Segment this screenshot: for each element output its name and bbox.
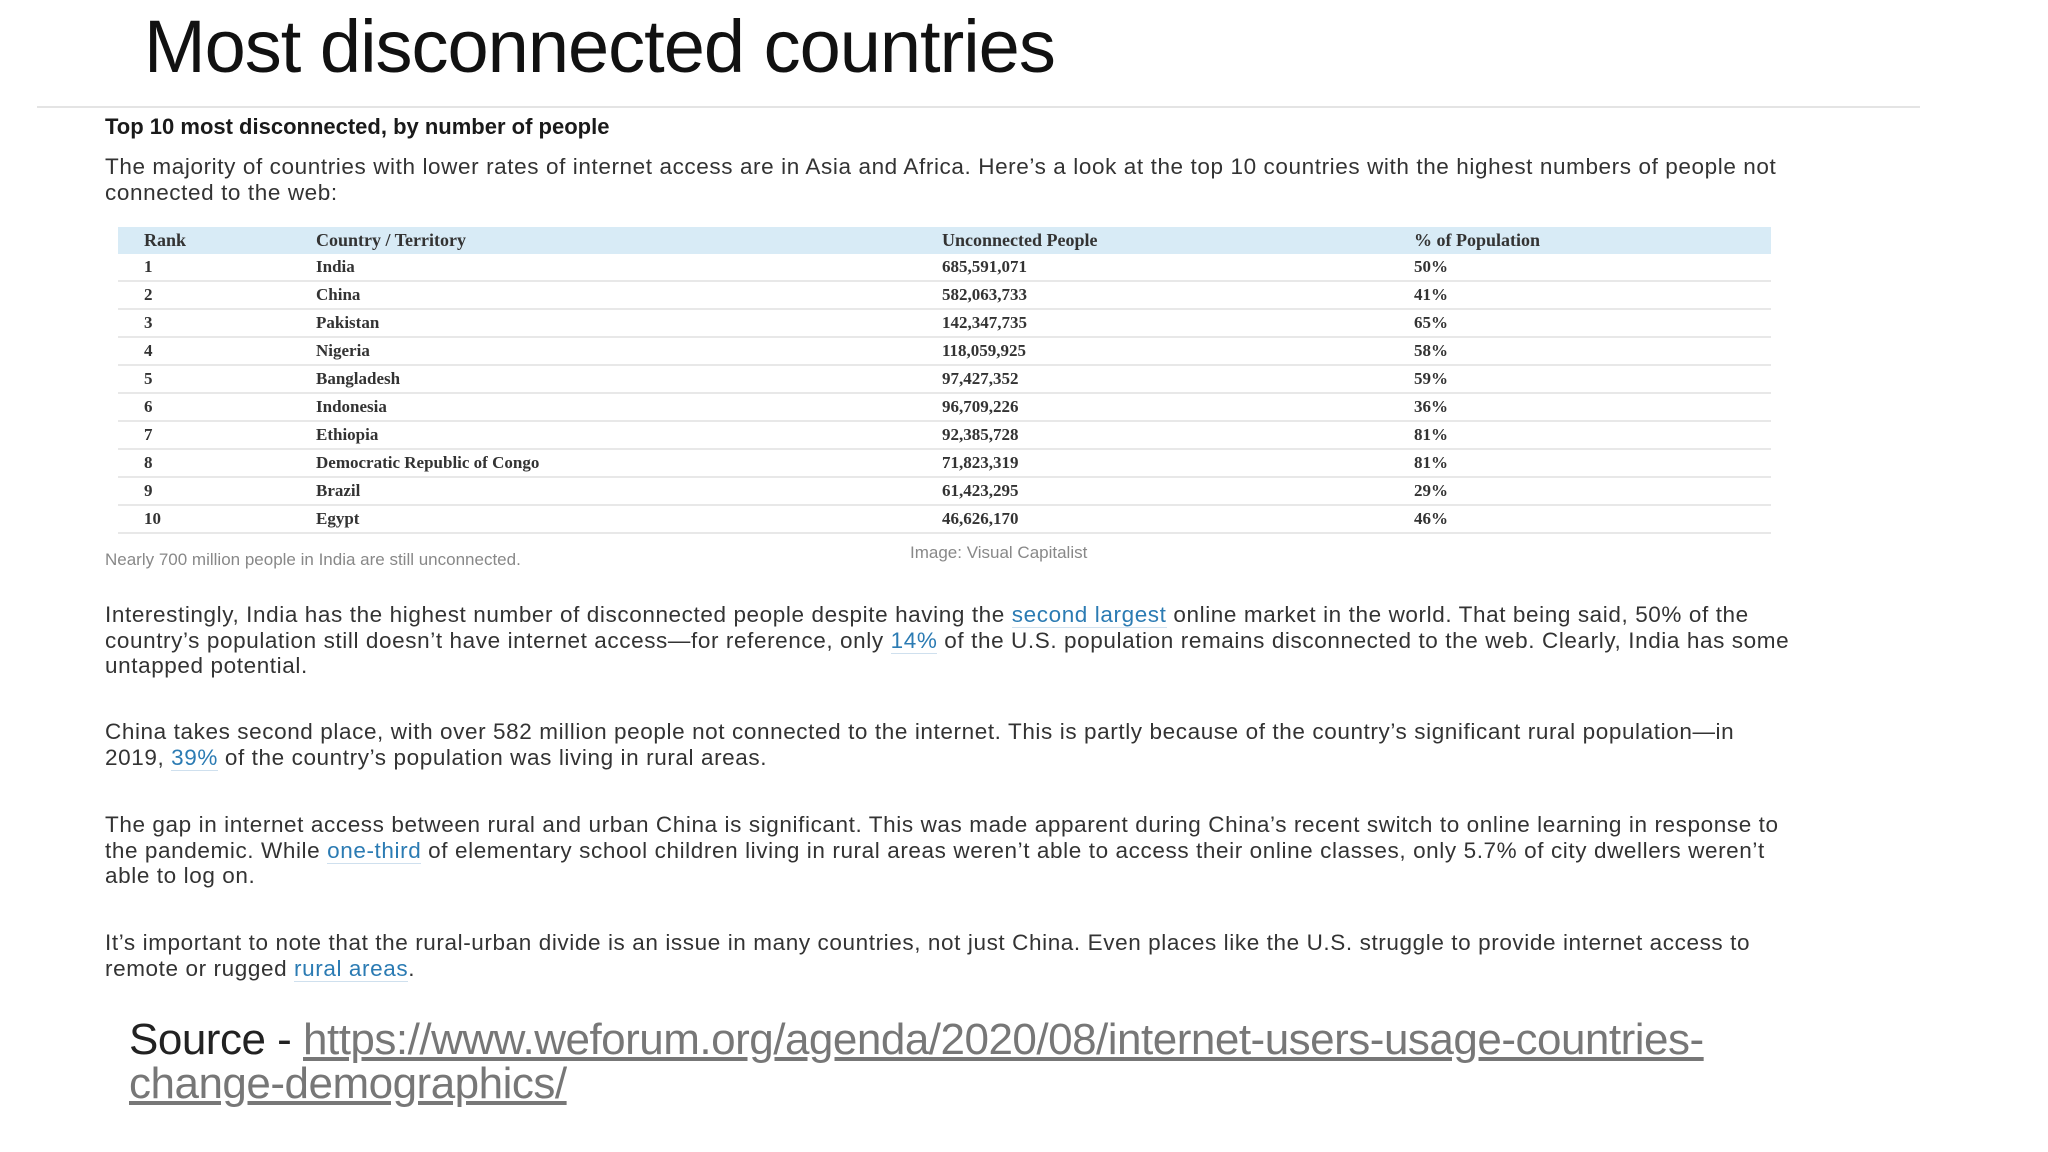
source-link[interactable]: https://www.weforum.org/agenda/2020/08/internet-users-usage-countries-change-demographics/ [129,1015,1704,1108]
divider [37,106,1920,108]
country-cell: India [316,254,942,281]
unconnected-cell: 97,427,352 [942,365,1414,393]
text: . [408,955,416,981]
country-cell: Bangladesh [316,365,942,393]
country-cell: Egypt [316,505,942,533]
link-rural-areas[interactable]: rural areas [294,955,409,981]
table-row [118,393,1771,421]
source-line [129,1015,1729,1108]
paragraph-gap [105,812,1795,889]
percent-cell: 81% [1414,449,1771,477]
percent-cell: 81% [1414,421,1771,449]
rank-cell: 7 [118,421,316,449]
header-percent: % of Population [1414,227,1771,254]
table-row [118,309,1771,337]
text: of the country’s population was living in rural areas. [218,744,768,770]
table-row [118,421,1771,449]
rank-cell: 2 [118,281,316,309]
table-row [118,505,1771,533]
image-credit: Image: Visual Capitalist [910,543,1088,562]
header-country: Country / Territory [316,227,942,254]
text: It’s important to note that the rural-urban divide is an issue in many countries, not just China. Even places like the U.S. struggle to provide internet access to remote or rugged [105,930,1751,981]
rank-cell: 8 [118,449,316,477]
country-cell: Brazil [316,477,942,505]
percent-cell: 65% [1414,309,1771,337]
text: online market in the world. That being said, 50% of the country’s population still doesn’t have internet access—for reference, only [105,602,1749,653]
unconnected-cell: 96,709,226 [942,393,1414,421]
percent-cell: 41% [1414,281,1771,309]
image-caption: Nearly 700 million people in India are still unconnected. [105,550,521,569]
header-unconnected: Unconnected People [942,227,1414,254]
source-label: Source - [129,1015,304,1064]
paragraph-rural-urban [105,930,1795,981]
country-cell: Ethiopia [316,421,942,449]
text: of the U.S. population remains disconnected to the web. Clearly, India has some untapped potential. [105,627,1790,678]
link-39-percent[interactable]: 39% [171,744,218,770]
unconnected-cell: 142,347,735 [942,309,1414,337]
table-row [118,449,1771,477]
article-intro: The majority of countries with lower rates of internet access are in Asia and Africa. Here’s a look at the top 10 countries with the highest numbers of people not connected to the web: [105,154,1777,205]
table-row [118,365,1771,393]
percent-cell: 46% [1414,505,1771,533]
percent-cell: 59% [1414,365,1771,393]
paragraph-india [105,602,1795,679]
rank-cell: 9 [118,477,316,505]
rank-cell: 10 [118,505,316,533]
rank-cell: 3 [118,309,316,337]
rank-cell: 6 [118,393,316,421]
article-heading: Top 10 most disconnected, by number of people [105,114,610,139]
country-cell: China [316,281,942,309]
link-14-percent[interactable]: 14% [890,627,938,653]
country-cell: Indonesia [316,393,942,421]
unconnected-cell: 582,063,733 [942,281,1414,309]
percent-cell: 50% [1414,254,1771,281]
unconnected-cell: 685,591,071 [942,254,1414,281]
link-second-largest[interactable]: second largest [1011,602,1167,627]
text: China takes second place, with over 582 million people not connected to the internet. This is partly because of the country’s significant rural population—in 2019, [105,719,1735,770]
country-cell: Pakistan [316,309,942,337]
text: of elementary school children living in rural areas weren’t able to access their online classes, only 5.7% of city dwellers weren’t able to log on. [105,837,1765,888]
text: Interestingly, India has the highest number of disconnected people despite having the [105,602,1012,627]
unconnected-cell: 46,626,170 [942,505,1414,533]
country-cell: Nigeria [316,337,942,365]
text: The gap in internet access between rural and urban China is significant. This was made apparent during China’s recent switch to online learning in response to the pandemic. While [105,812,1779,863]
link-one-third[interactable]: one-third [327,837,422,863]
unconnected-cell: 61,423,295 [942,477,1414,505]
table-header-row [118,227,1771,254]
percent-cell: 29% [1414,477,1771,505]
rank-cell: 4 [118,337,316,365]
percent-cell: 58% [1414,337,1771,365]
table-row [118,477,1771,505]
unconnected-cell: 92,385,728 [942,421,1414,449]
rank-cell: 5 [118,365,316,393]
unconnected-cell: 118,059,925 [942,337,1414,365]
table-row [118,337,1771,365]
country-cell: Democratic Republic of Congo [316,449,942,477]
slide-title: Most disconnected countries [144,5,1055,88]
table-row [118,281,1771,309]
header-rank: Rank [118,227,316,254]
percent-cell: 36% [1414,393,1771,421]
unconnected-cell: 71,823,319 [942,449,1414,477]
table-row [118,254,1771,281]
paragraph-china [105,719,1795,770]
disconnected-countries-table [118,227,1771,534]
rank-cell: 1 [118,254,316,281]
